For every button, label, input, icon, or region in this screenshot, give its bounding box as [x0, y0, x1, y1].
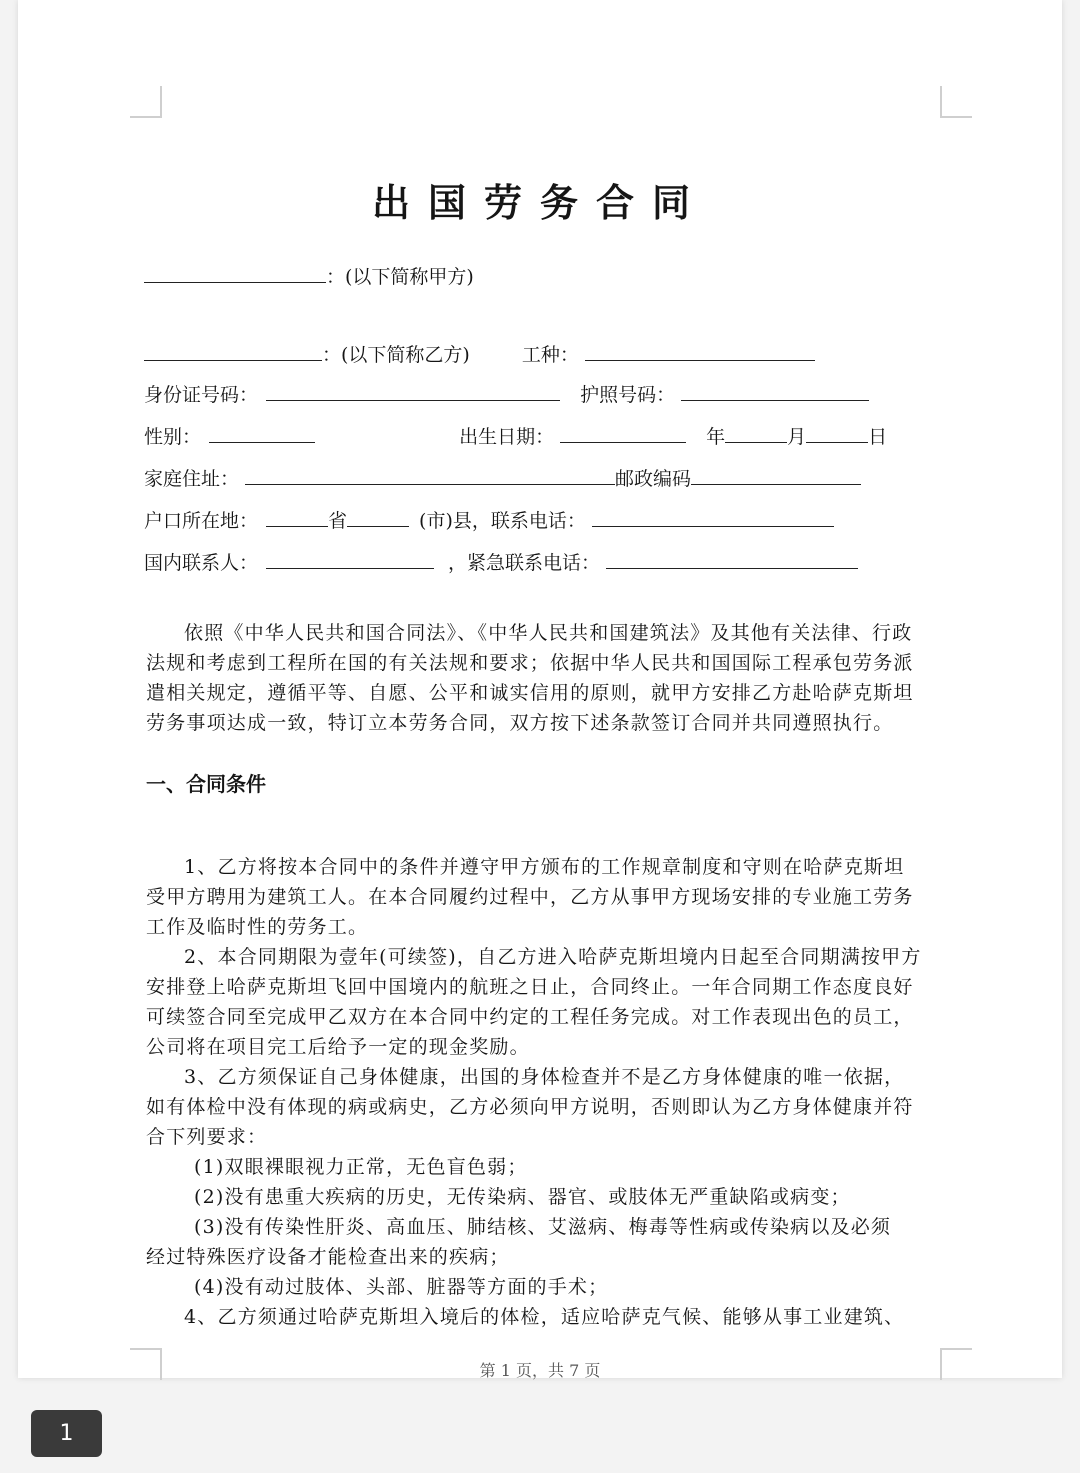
requirement-2: (2)没有患重大疾病的历史，无传染病、器官、或肢体无严重缺陷或病变；	[194, 1186, 851, 1208]
birth-month-blank	[725, 424, 787, 443]
hukou-province-blank	[266, 508, 328, 527]
address-label: 家庭住址：	[144, 468, 240, 490]
gender-blank	[209, 424, 315, 443]
clause1-line: 1、乙方将按本合同中的条件并遵守甲方颁布的工作规章制度和守则在哈萨克斯坦	[184, 856, 905, 878]
document-page	[18, 0, 1062, 1378]
month-label: 月	[787, 426, 807, 448]
phone-blank	[592, 508, 834, 527]
party-a-blank	[144, 264, 326, 283]
clause2-line: 可续签合同至完成甲乙双方在本合同中约定的工程任务完成。对工作表现出色的员工，	[146, 1006, 914, 1028]
party-a-row	[144, 262, 474, 289]
requirement-3-line: (3)没有传染性肝炎、高血压、肺结核、艾滋病、梅毒等性病或传染病以及必须	[194, 1216, 892, 1238]
requirement-3-line: 经过特殊医疗设备才能检查出来的疾病；	[146, 1246, 510, 1268]
requirement-4: (4)没有动过肢体、头部、脏器等方面的手术；	[194, 1276, 609, 1298]
id-blank	[266, 382, 560, 401]
emergency-phone-label: ，紧急联系电话：	[448, 552, 601, 574]
section-heading-1: 一、合同条件	[146, 772, 266, 796]
day-label: 日	[868, 426, 888, 448]
birth-year-blank	[560, 424, 686, 443]
postcode-label: 邮政编码	[615, 468, 692, 490]
clause3-line: 如有体检中没有体现的病或病史，乙方必须向甲方说明，否则即认为乙方身体健康并符	[146, 1096, 914, 1118]
clause4-line: 4、乙方须通过哈萨克斯坦入境后的体检，适应哈萨克气候、能够从事工业建筑、	[184, 1306, 905, 1328]
crop-mark-top-left	[130, 86, 162, 118]
page-indicator-button[interactable]: 1	[31, 1410, 102, 1457]
birth-label: 出生日期：	[459, 426, 555, 448]
hukou-row	[144, 506, 834, 533]
gender-birth-row	[144, 422, 887, 449]
page-footer: 第 1 页，共 7 页	[479, 1361, 601, 1380]
intro-line: 遣相关规定，遵循平等、自愿、公平和诚实信用的原则，就甲方安排乙方赴哈萨克斯坦	[146, 682, 914, 704]
crop-mark-top-right	[940, 86, 972, 118]
clause-block	[146, 852, 946, 1332]
clause3-line: 合下列要求：	[146, 1126, 268, 1148]
year-label: 年	[706, 426, 726, 448]
party-b-blank	[144, 342, 322, 361]
address-blank	[245, 466, 615, 485]
intro-paragraph	[146, 618, 946, 738]
clause3-line: 3、乙方须保证自己身体健康，出国的身体检查并不是乙方身体健康的唯一依据，	[184, 1066, 905, 1088]
passport-blank	[681, 382, 869, 401]
clause2-line: 安排登上哈萨克斯坦飞回中国境内的航班之日止，合同终止。一年合同期工作态度良好	[146, 976, 914, 998]
party-b-suffix: ：(以下简称乙方)	[322, 344, 470, 366]
party-a-suffix: ：(以下简称甲方)	[326, 266, 474, 288]
intro-line: 依照《中华人民共和国合同法》、《中华人民共和国建筑法》及其他有关法律、行政	[184, 622, 913, 644]
passport-label: 护照号码：	[580, 384, 676, 406]
address-row	[144, 464, 861, 491]
hukou-city-blank	[347, 508, 409, 527]
clause2-line: 公司将在项目完工后给予一定的现金奖励。	[146, 1036, 530, 1058]
document-title: 出国劳务合同	[371, 180, 708, 225]
id-row	[144, 380, 869, 407]
party-b-row	[144, 340, 815, 367]
domestic-contact-blank	[266, 550, 434, 569]
job-type-label: 工种：	[521, 344, 579, 366]
clause1-line: 工作及临时性的劳务工。	[146, 916, 369, 938]
domestic-contact-label: 国内联系人：	[144, 552, 259, 574]
birth-day-blank	[806, 424, 868, 443]
id-label: 身份证号码：	[144, 384, 259, 406]
clause1-line: 受甲方聘用为建筑工人。在本合同履约过程中，乙方从事甲方现场安排的专业施工劳务	[146, 886, 914, 908]
clause2-line: 2、本合同期限为壹年(可续签)，自乙方进入哈萨克斯坦境内日起至合同期满按甲方	[184, 946, 922, 968]
province-label: 省	[328, 510, 348, 532]
job-type-blank	[585, 342, 815, 361]
hukou-label: 户口所在地：	[144, 510, 259, 532]
emergency-phone-blank	[606, 550, 858, 569]
requirement-1: (1)双眼裸眼视力正常，无色盲色弱；	[194, 1156, 528, 1178]
contact-row	[144, 548, 858, 575]
intro-line: 法规和考虑到工程所在国的有关法规和要求；依据中华人民共和国国际工程承包劳务派	[146, 652, 914, 674]
postcode-blank	[691, 466, 861, 485]
gender-label: 性别：	[144, 426, 202, 448]
county-label: (市)县，联系电话：	[419, 510, 586, 532]
intro-line: 劳务事项达成一致，特订立本劳务合同，双方按下述条款签订合同并共同遵照执行。	[146, 712, 894, 734]
